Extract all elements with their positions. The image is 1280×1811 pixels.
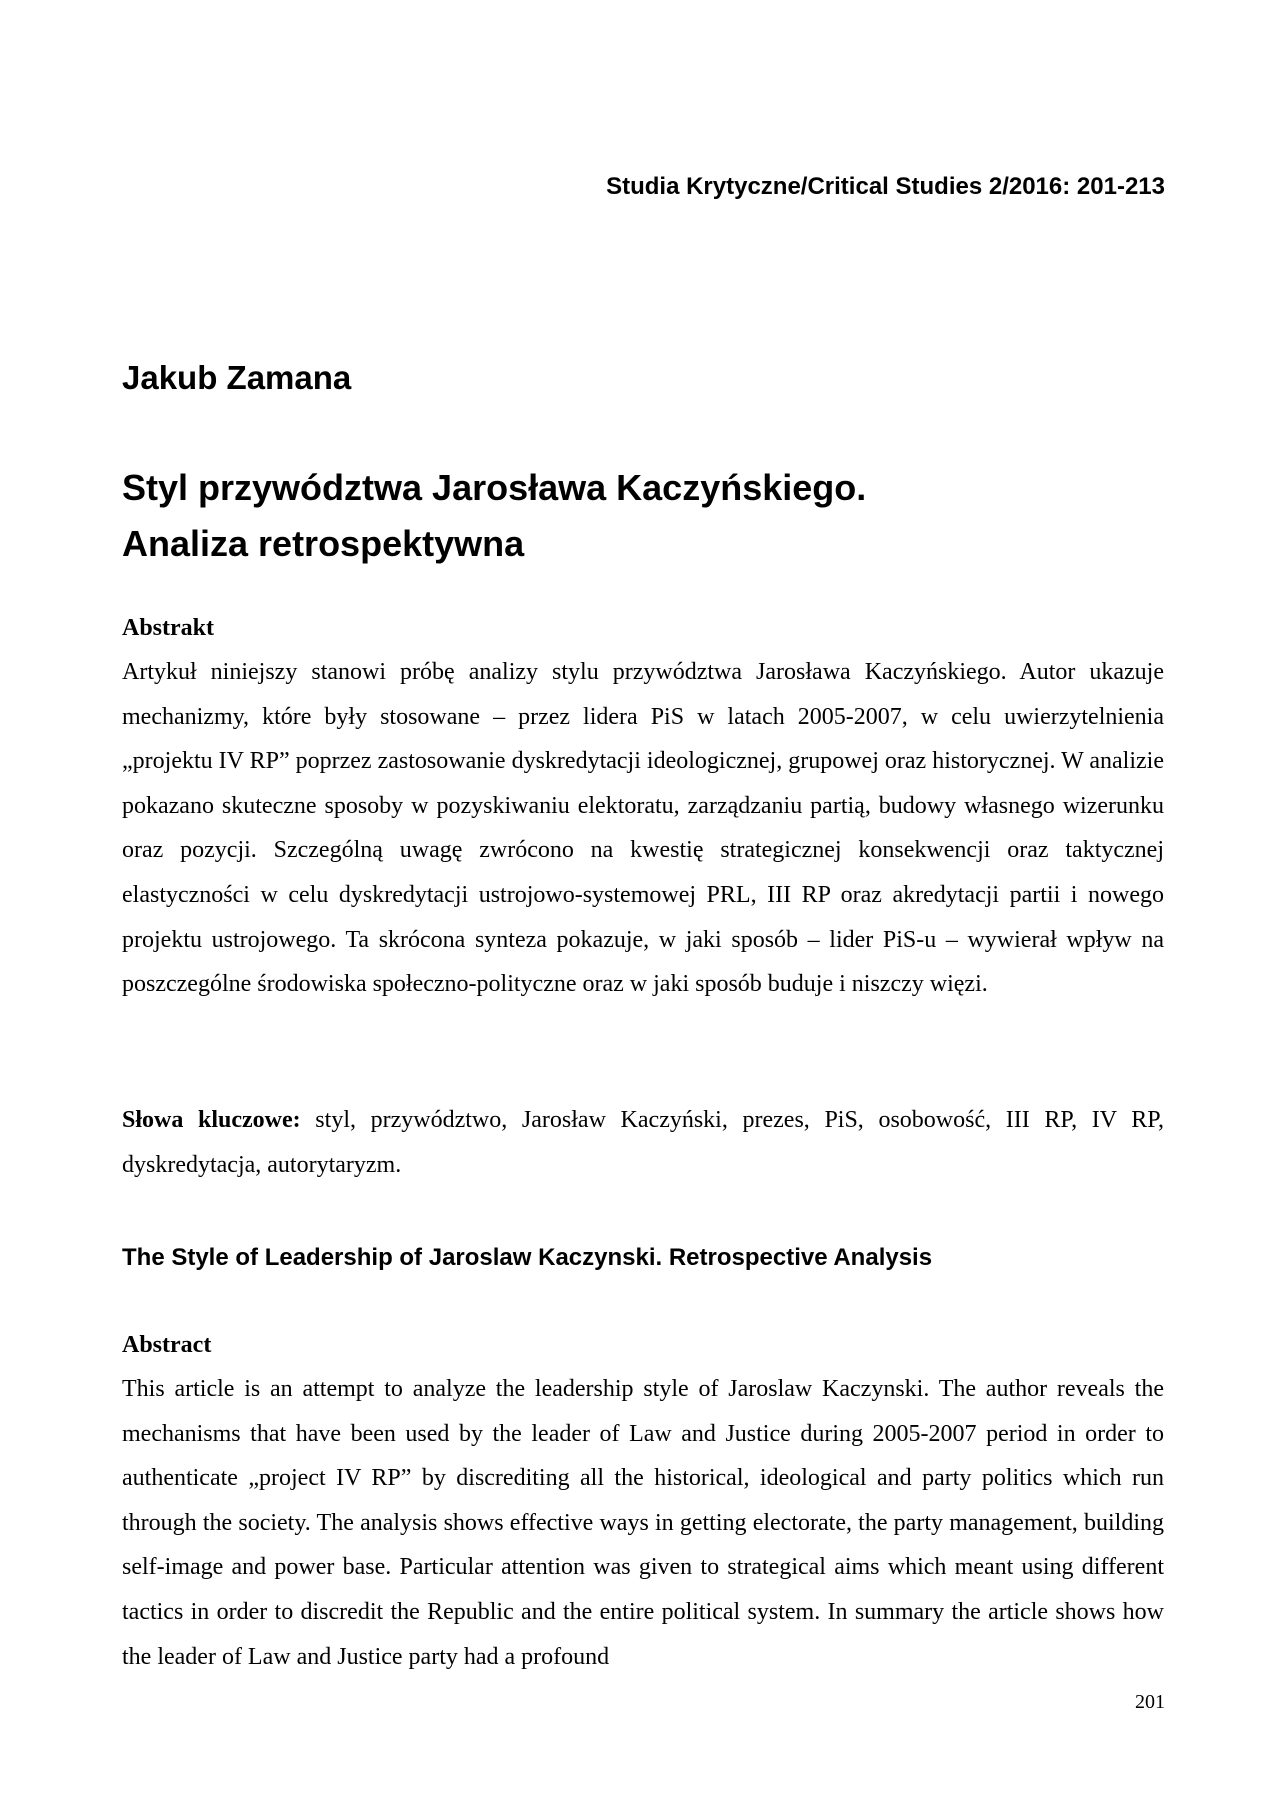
abstract-pl-text: Artykuł niniejszy stanowi próbę analizy stylu przywództwa Jarosława Kaczyńskiego. Autor ukazuje mechanizmy, które były stosowane – przez lidera PiS w latach 2005-2007, w celu uwierzytelnienia „projektu IV RP” poprzez zastosowanie dyskredytacji ideologicznej, grupowej oraz historycznej. W analizie pokazano skuteczne sposoby w pozyskiwaniu elektoratu, zarządzaniu partią, budowy własnego wizerunku oraz pozycji. Szczególną uwagę zwrócono na kwestię strategicznej konsekwencji oraz taktycznej elastyczności w celu dyskredytacji ustrojowo-systemowej PRL, III RP oraz akredytacji partii i nowego projektu ustrojowego. Ta skrócona synteza pokazuje, w jaki sposób – lider PiS-u – wywierał wpływ na poszczególne środowiska społeczno-polityczne oraz w jaki sposób buduje i niszczy więzi. [122,659,1164,998]
keywords-label: Słowa kluczowe: [122,1107,301,1133]
keywords-paragraph [122,1098,1164,1187]
title-line-1: Styl przywództwa Jarosława Kaczyńskiego. [122,467,867,508]
title-line-2: Analiza retrospektywna [122,523,525,564]
abstract-pl-heading: Abstrakt [122,615,215,641]
page-number: 201 [1135,1691,1165,1713]
keywords-text: styl, przywództwo, Jarosław Kaczyński, prezes, PiS, osobowość, III RP, IV RP, dyskredytacja, autorytaryzm. [122,1107,1164,1178]
article-title [122,460,866,572]
abstract-en-heading: Abstract [122,1332,212,1358]
abstract-en-text: This article is an attempt to analyze the leadership style of Jaroslaw Kaczynski. The author reveals the mechanisms that have been used by the leader of Law and Justice during 2005-2007 period in order to authenticate „project IV RP” by discrediting all the historical, ideological and party politics which run through the society. The analysis shows effective ways in getting electorate, the party management, building self-image and power base. Particular attention was given to strategical aims which meant using different tactics in order to discredit the Republic and the entire political system. In summary the article shows how the leader of Law and Justice party had a profound [122,1376,1164,1670]
english-title: The Style of Leadership of Jaroslaw Kaczynski. Retrospective Analysis [122,1244,933,1271]
journal-reference: Studia Krytyczne/Critical Studies 2/2016: 201-213 [606,173,1165,200]
author-name: Jakub Zamana [122,359,352,396]
